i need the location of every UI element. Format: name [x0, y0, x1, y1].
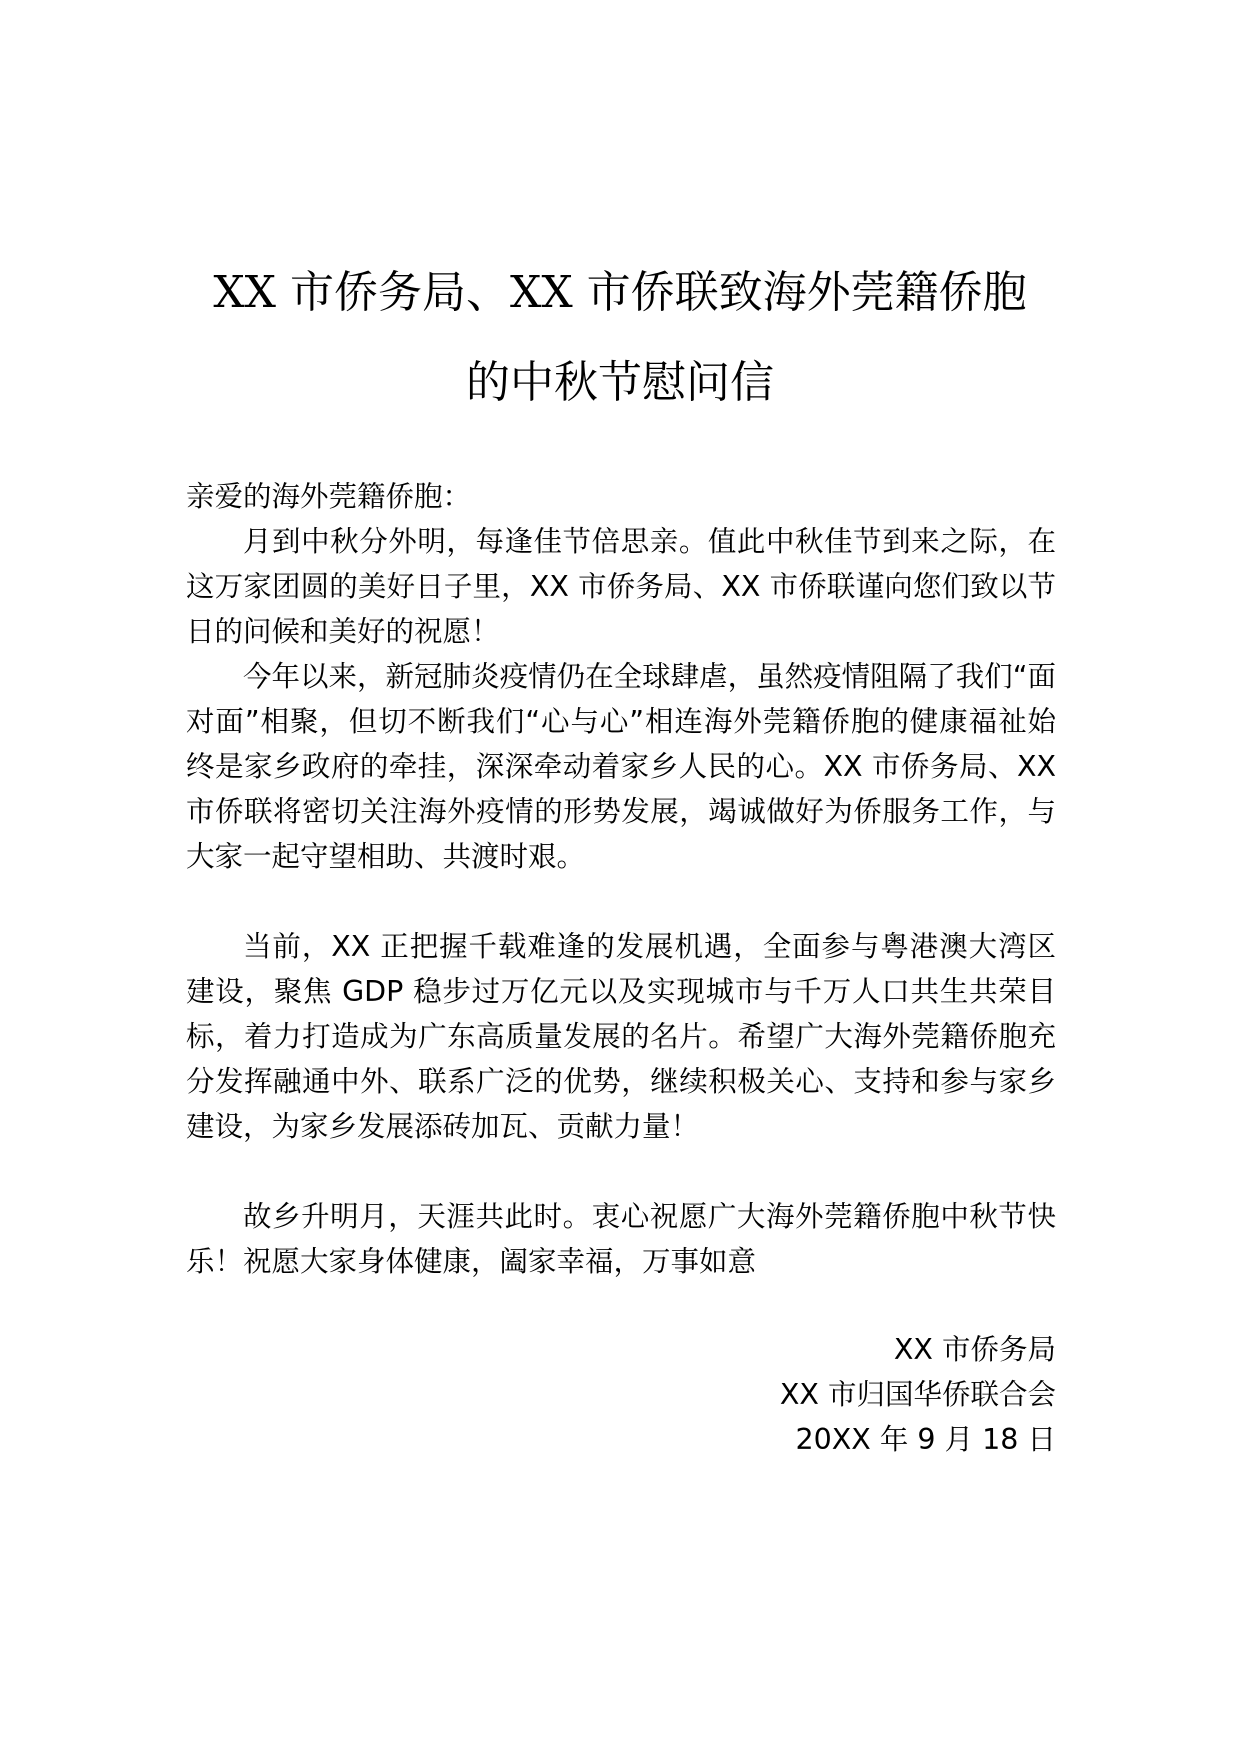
paragraph-wishes: 故乡升明月，天涯共此时。衷心祝愿广大海外莞籍侨胞中秋节快乐！祝愿大家身体健康，阖家幸福，万事如意 — [186, 1200, 1056, 1278]
letter-title-line-1: XX 市侨务局、XX 市侨联致海外莞籍侨胞 — [213, 267, 1027, 318]
paragraph-greeting: 月到中秋分外明，每逢佳节倍思亲。值此中秋佳节到来之际，在这万家团圆的美好日子里，XX 市侨务局、XX 市侨联谨向您们致以节日的问候和美好的祝愿！ — [186, 525, 1056, 648]
salutation: 亲爱的海外莞籍侨胞： — [186, 480, 472, 513]
signature-date: 20XX 年 9 月 18 日 — [795, 1423, 1056, 1456]
signature-org-1: XX 市侨务局 — [893, 1333, 1056, 1366]
letter-title-line-2: 的中秋节慰问信 — [466, 357, 774, 408]
signature-org-2: XX 市归国华侨联合会 — [779, 1378, 1056, 1411]
signature-block — [780, 1327, 1056, 1462]
paragraph-pandemic: 今年以来，新冠肺炎疫情仍在全球肆虐，虽然疫情阻隔了我们“面对面”相聚，但切不断我们“心与心”相连海外莞籍侨胞的健康福祉始终是家乡政府的牵挂，深深牵动着家乡人民的心。XX 市侨务局、XX 市侨联将密切关注海外疫情的形势发展，竭诚做好为侨服务工作，与大家一起守望相助、共渡时艰。 — [186, 660, 1056, 873]
paragraph-development: 当前，XX 正把握千载难逢的发展机遇，全面参与粤港澳大湾区建设，聚焦 GDP 稳步过万亿元以及实现城市与千万人口共生共荣目标，着力打造成为广东高质量发展的名片。希望广大海外莞籍侨胞充分发挥融通中外、联系广泛的优势，继续积极关心、支持和参与家乡建设，为家乡发展添砖加瓦、贡献力量！ — [186, 930, 1056, 1143]
